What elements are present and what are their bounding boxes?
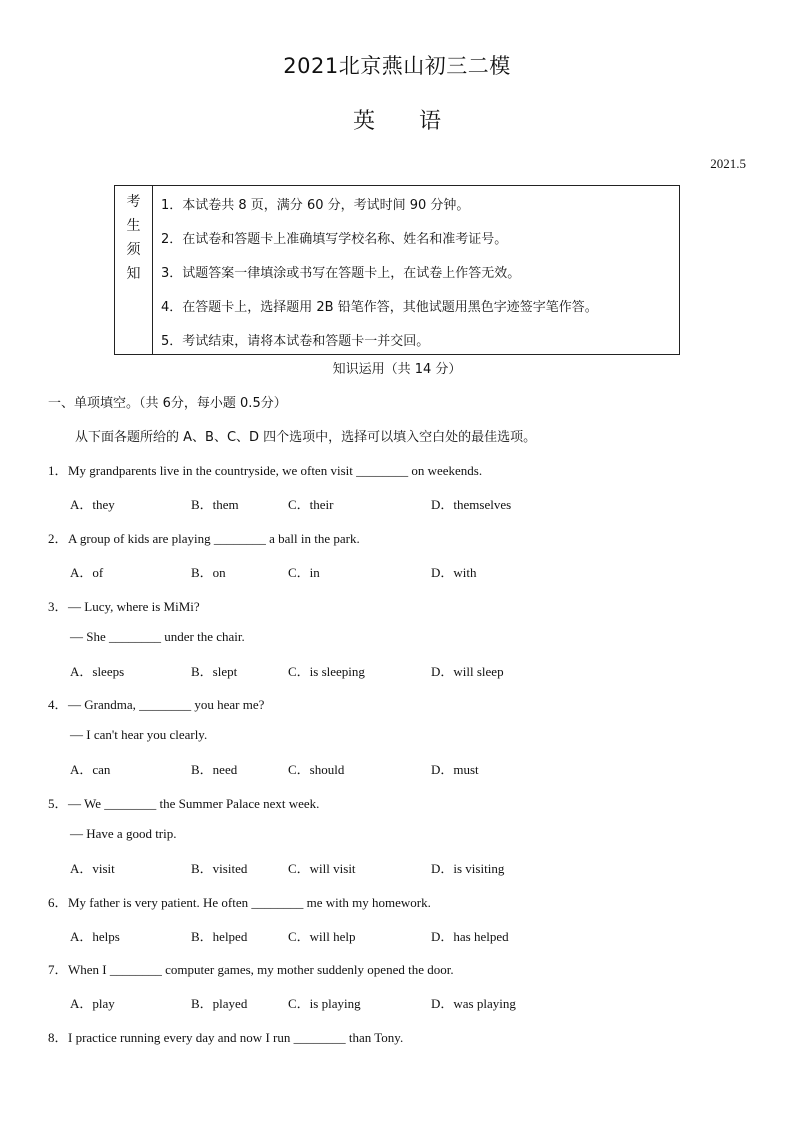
question-text: My grandparents live in the countryside, we often visit ________ on weekends.: [68, 463, 483, 478]
option-c: C．will visit: [288, 861, 356, 876]
notice-heading-char: 考: [126, 194, 141, 210]
question-stem: [48, 460, 482, 479]
notice-list: [153, 186, 679, 354]
question-options: [70, 993, 670, 1011]
question-options: [70, 661, 670, 679]
question-text: My father is very patient. He often ________ me with my homework.: [68, 895, 431, 910]
option-c: C．is sleeping: [288, 664, 365, 679]
instruction-text: 从下面各题所给的 A、B、C、D 四个选项中，选择可以填入空白处的最佳选项。: [75, 430, 537, 445]
option-b: B．visited: [191, 861, 248, 876]
option-a: A．of: [70, 565, 104, 580]
option-d: D．will sleep: [431, 664, 504, 679]
option-d: D．with: [431, 565, 477, 580]
question-stem: [48, 892, 431, 911]
option-b: B．played: [191, 996, 248, 1011]
question-number: 1．: [48, 463, 68, 478]
notice-item: 3．试题答案一律填涂或书写在答题卡上，在试卷上作答无效。: [161, 266, 521, 281]
option-c: C．will help: [288, 929, 356, 944]
question-number: 2．: [48, 531, 68, 546]
question-options: [70, 494, 670, 512]
option-a: A．can: [70, 762, 111, 777]
question-number: 3．: [48, 599, 68, 614]
option-b: B．on: [191, 565, 226, 580]
question-text: — Lucy, where is MiMi?: [68, 599, 200, 614]
question-stem: [48, 793, 319, 812]
option-a: A．they: [70, 497, 115, 512]
question-number: 5．: [48, 796, 68, 811]
option-b: B．helped: [191, 929, 248, 944]
option-d: D．was playing: [431, 996, 516, 1011]
option-c: C．in: [288, 565, 320, 580]
dialogue-line: — She ________ under the chair.: [70, 629, 245, 644]
question-number: 8．: [48, 1030, 68, 1045]
notice-item: 4．在答题卡上，选择题用 2B 铅笔作答，其他试题用黑色字迹签字笔作答。: [161, 300, 598, 315]
option-d: D．is visiting: [431, 861, 505, 876]
question-options: [70, 926, 670, 944]
notice-box: [114, 185, 680, 355]
question-text: When I ________ computer games, my mother suddenly opened the door.: [68, 962, 454, 977]
question-options: [70, 759, 670, 777]
part-title: 一、单项填空。（共 6分，每小题 0.5分）: [48, 396, 287, 411]
option-d: D．has helped: [431, 929, 509, 944]
option-c: C．should: [288, 762, 345, 777]
notice-item: 5．考试结束，请将本试卷和答题卡一并交回。: [161, 334, 430, 349]
notice-heading-char: 须: [126, 242, 141, 258]
question-stem: [48, 959, 454, 978]
question-stem: [48, 1027, 403, 1046]
question-text: I practice running every day and now I run ________ than Tony.: [68, 1030, 404, 1045]
notice-heading: [115, 186, 153, 354]
question-number: 7．: [48, 962, 68, 977]
dialogue-line: — Have a good trip.: [70, 826, 177, 841]
question-number: 6．: [48, 895, 68, 910]
dialogue-line: — I can't hear you clearly.: [70, 727, 208, 742]
notice-heading-char: 知: [126, 266, 141, 282]
exam-title: 2021北京燕山初三二模: [283, 54, 511, 78]
option-a: A．visit: [70, 861, 115, 876]
option-a: A．helps: [70, 929, 120, 944]
question-options: [70, 562, 670, 580]
question-stem: [48, 528, 360, 547]
notice-item: 1．本试卷共 8 页，满分 60 分，考试时间 90 分钟。: [161, 198, 470, 213]
question-stem: [48, 596, 200, 615]
section-title: 知识运用（共 14 分）: [332, 362, 462, 377]
question-number: 4．: [48, 697, 68, 712]
question-text: — We ________ the Summer Palace next week.: [68, 796, 320, 811]
option-a: A．play: [70, 996, 115, 1011]
option-c: C．their: [288, 497, 334, 512]
option-b: B．slept: [191, 664, 238, 679]
option-a: A．sleeps: [70, 664, 125, 679]
option-d: D．must: [431, 762, 479, 777]
question-stem: [48, 694, 264, 713]
notice-item: 2．在试卷和答题卡上准确填写学校名称、姓名和准考证号。: [161, 232, 508, 247]
subject-title: 英语: [352, 109, 485, 134]
exam-date: 2021.5: [710, 156, 746, 171]
question-options: [70, 858, 670, 876]
option-c: C．is playing: [288, 996, 361, 1011]
question-text: — Grandma, ________ you hear me?: [68, 697, 265, 712]
option-b: B．need: [191, 762, 238, 777]
notice-heading-char: 生: [126, 218, 141, 234]
question-text: A group of kids are playing ________ a ball in the park.: [68, 531, 360, 546]
option-d: D．themselves: [431, 497, 512, 512]
option-b: B．them: [191, 497, 239, 512]
